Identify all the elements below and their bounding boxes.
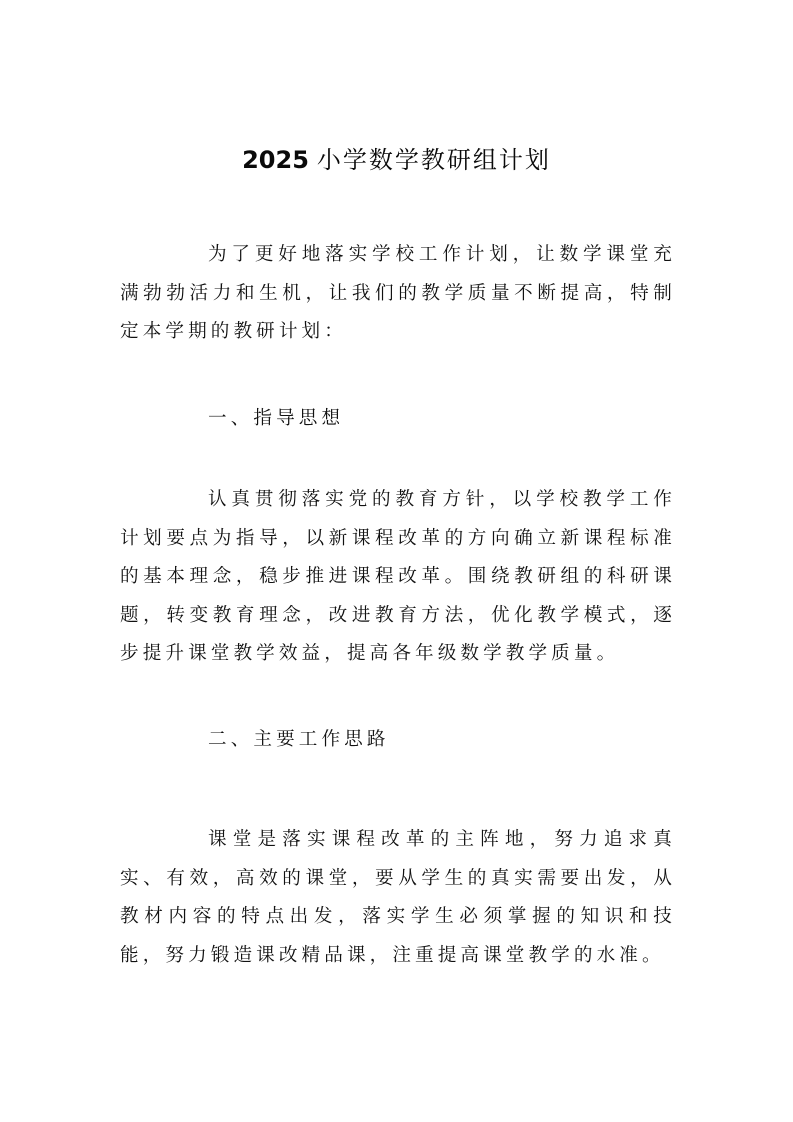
intro-paragraph: 为了更好地落实学校工作计划，让数学课堂充满勃勃活力和生机，让我们的教学质量不断提高，特制定本学期的教研计划： — [120, 244, 676, 342]
section-body-guiding-ideology: 认真贯彻落实党的教育方针，以学校教学工作计划要点为指导，以新课程改革的方向确立新课程标准的基本理念，稳步推进课程改革。围绕教研组的科研课题，转变教育理念，改进教育方法，优化教学模式，逐步提升课堂教学效益，提高各年级数学教学质量。 — [120, 489, 676, 664]
section-body-main-work-ideas: 课堂是落实课程改革的主阵地，努力追求真实、有效，高效的课堂，要从学生的真实需要出发，从教材内容的特点出发，落实学生必须掌握的知识和技能，努力锻造课改精品课，注重提高课堂教学的水准。 — [120, 829, 676, 966]
section-heading-main-work-ideas: 二、主要工作思路 — [208, 729, 390, 750]
document-title — [0, 142, 793, 178]
section-heading-guiding-ideology: 一、指导思想 — [208, 408, 345, 429]
title-text: 小学数学教研组计划 — [316, 146, 551, 175]
title-year: 2025 — [242, 146, 309, 175]
